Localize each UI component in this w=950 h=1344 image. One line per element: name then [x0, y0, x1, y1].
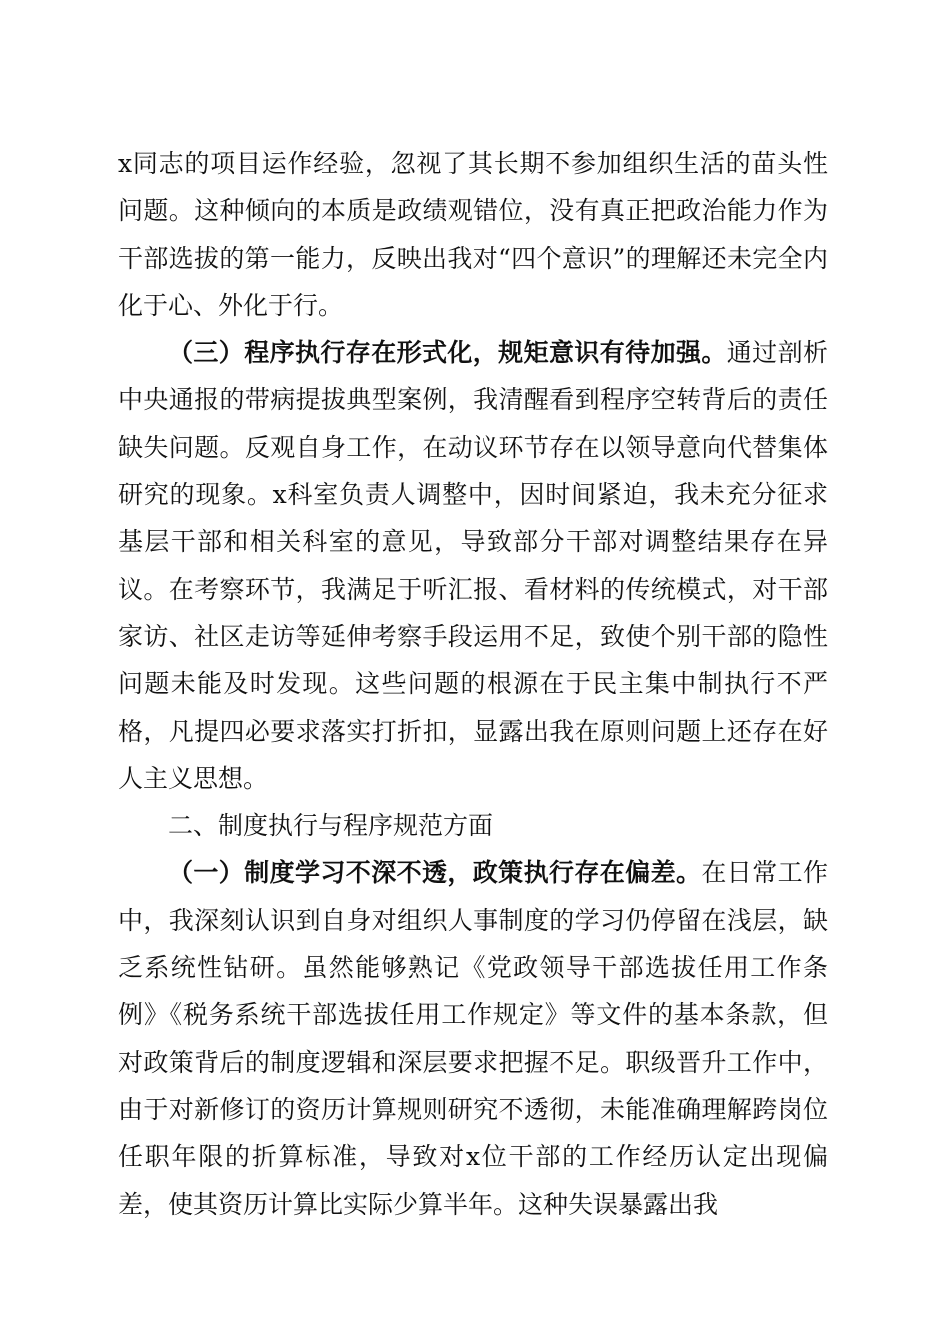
continued-paragraph: [118, 140, 828, 329]
section-3-body: 通过剖析中央通报的带病提拔典型案例，我清醒看到程序空转背后的责任缺失问题。反观自身工作，在动议环节存在以领导意向代替集体研究的现象。x科室负责人调整中，因时间紧迫，我未充分征求基层干部和相关科室的意见，导致部分干部对调整结果存在异议。在考察环节，我满足于听汇报、看材料的传统模式，对干部家访、社区走访等延伸考察手段运用不足，致使个别干部的隐性问题未能及时发现。这些问题的根源在于民主集中制执行不严格，凡提四必要求落实打折扣，显露出我在原则问题上还存在好人主义思想。: [118, 338, 828, 793]
section-heading-2-text: 二、制度执行与程序规范方面: [168, 811, 494, 841]
continued-paragraph-text: x同志的项目运作经验，忽视了其长期不参加组织生活的苗头性问题。这种倾向的本质是政绩观错位，没有真正把政治能力作为干部选拔的第一能力，反映出我对“四个意识”的理解还未完全内化于心、外化于行。: [118, 149, 828, 320]
section-2-1-lead: （一）制度学习不深不透，政策执行存在偏差。: [168, 858, 702, 888]
section-3-lead: （三）程序执行存在形式化，规矩意识有待加强。: [168, 338, 727, 368]
document-body: [118, 140, 828, 1228]
section-3-paragraph: [118, 329, 828, 802]
section-2-1-body: 在日常工作中，我深刻认识到自身对组织人事制度的学习仍停留在浅层，缺乏系统性钻研。虽然能够熟记《党政领导干部选拔任用工作条例》《税务系统干部选拔任用工作规定》等文件的基本条款，但对政策背后的制度逻辑和深层要求把握不足。职级晋升工作中，由于对新修订的资历计算规则研究不透彻，未能准确理解跨岗位任职年限的折算标准，导致对x位干部的工作经历认定出现偏差，使其资历计算比实际少算半年。这种失误暴露出我: [118, 858, 828, 1219]
section-2-1-paragraph: [118, 849, 828, 1227]
section-heading-2: [118, 802, 828, 849]
